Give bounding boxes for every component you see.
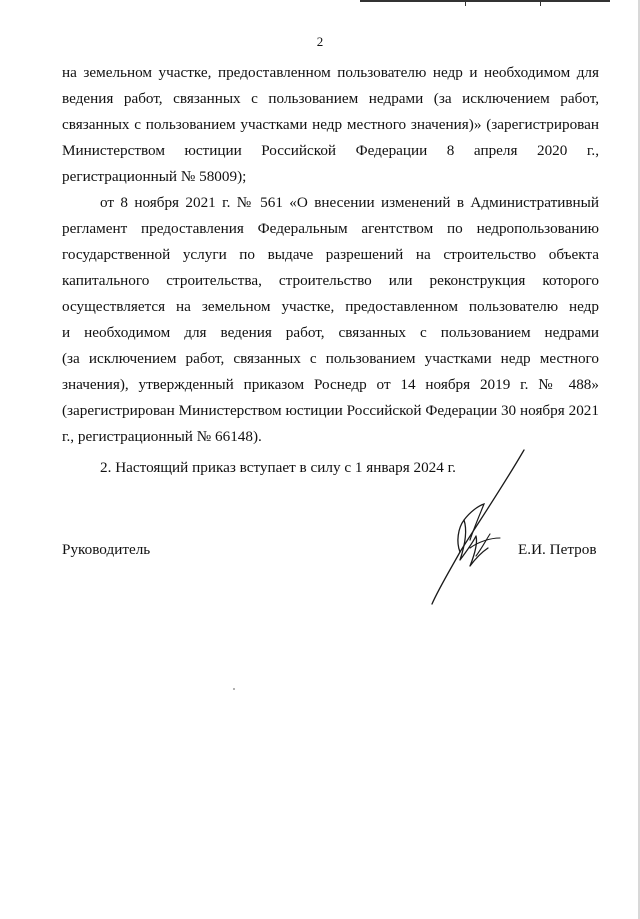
handwritten-signature bbox=[420, 448, 530, 608]
body-line: ведения работ, связанных с пользованием недрами (за исключением работ, bbox=[62, 90, 599, 107]
body-line: от 8 ноября 2021 г. № 561 «О внесении изменений в Административный bbox=[100, 194, 599, 211]
scan-border-top bbox=[360, 0, 610, 2]
scan-speck bbox=[233, 688, 235, 690]
body-line: регламент предоставления Федеральным агентством по недропользованию bbox=[62, 220, 599, 237]
body-line: (за исключением работ, связанных с пользованием участками недр местного bbox=[62, 350, 599, 367]
body-line: г., регистрационный № 66148). bbox=[62, 428, 262, 445]
body-line: (зарегистрирован Министерством юстиции Российской Федерации 30 ноября 2021 bbox=[62, 402, 599, 419]
signatory-name: Е.И. Петров bbox=[518, 541, 597, 558]
body-line: государственной услуги по выдаче разрешений на строительство объекта bbox=[62, 246, 599, 263]
body-line: на земельном участке, предоставленном пользователю недр и необходимом для bbox=[62, 64, 599, 81]
body-line: Министерством юстиции Российской Федерации 8 апреля 2020 г., bbox=[62, 142, 599, 159]
page-number: 2 bbox=[316, 34, 324, 49]
body-line: значения), утвержденный приказом Роснедр от 14 ноября 2019 г. № 488» bbox=[62, 376, 599, 393]
body-line: регистрационный № 58009); bbox=[62, 168, 247, 185]
body-line: осуществляется на земельном участке, предоставленном пользователю недр bbox=[62, 298, 599, 315]
scan-tick-mark bbox=[465, 0, 466, 6]
clause-2-line: 2. Настоящий приказ вступает в силу с 1 января 2024 г. bbox=[100, 459, 456, 476]
body-line: связанных с пользованием участками недр местного значения)» (зарегистрирован bbox=[62, 116, 599, 133]
scan-tick-mark bbox=[540, 0, 541, 6]
signatory-title: Руководитель bbox=[62, 541, 151, 558]
body-line: и необходимом для ведения работ, связанных с пользованием недрами bbox=[62, 324, 599, 341]
body-line: капитального строительства, строительство или реконструкция которого bbox=[62, 272, 599, 289]
